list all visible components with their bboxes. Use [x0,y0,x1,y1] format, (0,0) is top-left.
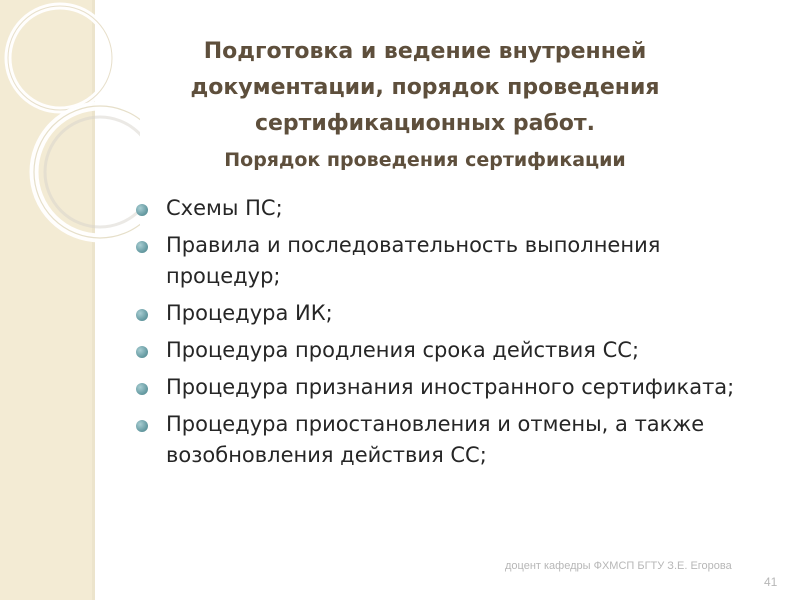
slide-footer-author: доцент кафедры ФХМСП БГТУ З.Е. Егорова [505,560,732,572]
bullet-dot-icon [136,346,148,358]
bullet-dot-icon [136,420,148,432]
slide-title-block [120,34,730,176]
bullet-text: Правила и последовательность выполнения процедур; [166,233,661,288]
slide-page-number: 41 [764,575,778,589]
bullet-text: Процедура продления срока действия СС; [166,338,640,362]
bullet-dot-icon [136,309,148,321]
bullet-item [136,372,776,403]
bullet-dot-icon [136,204,148,216]
bullet-list [136,193,776,477]
bullet-dot-icon [136,383,148,395]
slide-subtitle: Порядок проведения сертификации [224,149,626,171]
bullet-item [136,335,776,366]
bullet-text: Процедура ИК; [166,301,333,325]
bullet-text: Процедура приостановления и отмены, а также возобновления действия СС; [166,412,705,467]
bullet-text: Процедура признания иностранного сертификата; [166,375,735,399]
bullet-item [136,409,776,471]
bullet-text: Схемы ПС; [166,196,283,220]
bullet-dot-icon [136,241,148,253]
slide-title: Подготовка и ведение внутренней документации, порядок проведения сертификационных работ. [190,39,660,136]
decorative-rings-graphic [0,0,140,300]
bullet-item [136,193,776,224]
bullet-item [136,230,776,292]
bullet-item [136,298,776,329]
